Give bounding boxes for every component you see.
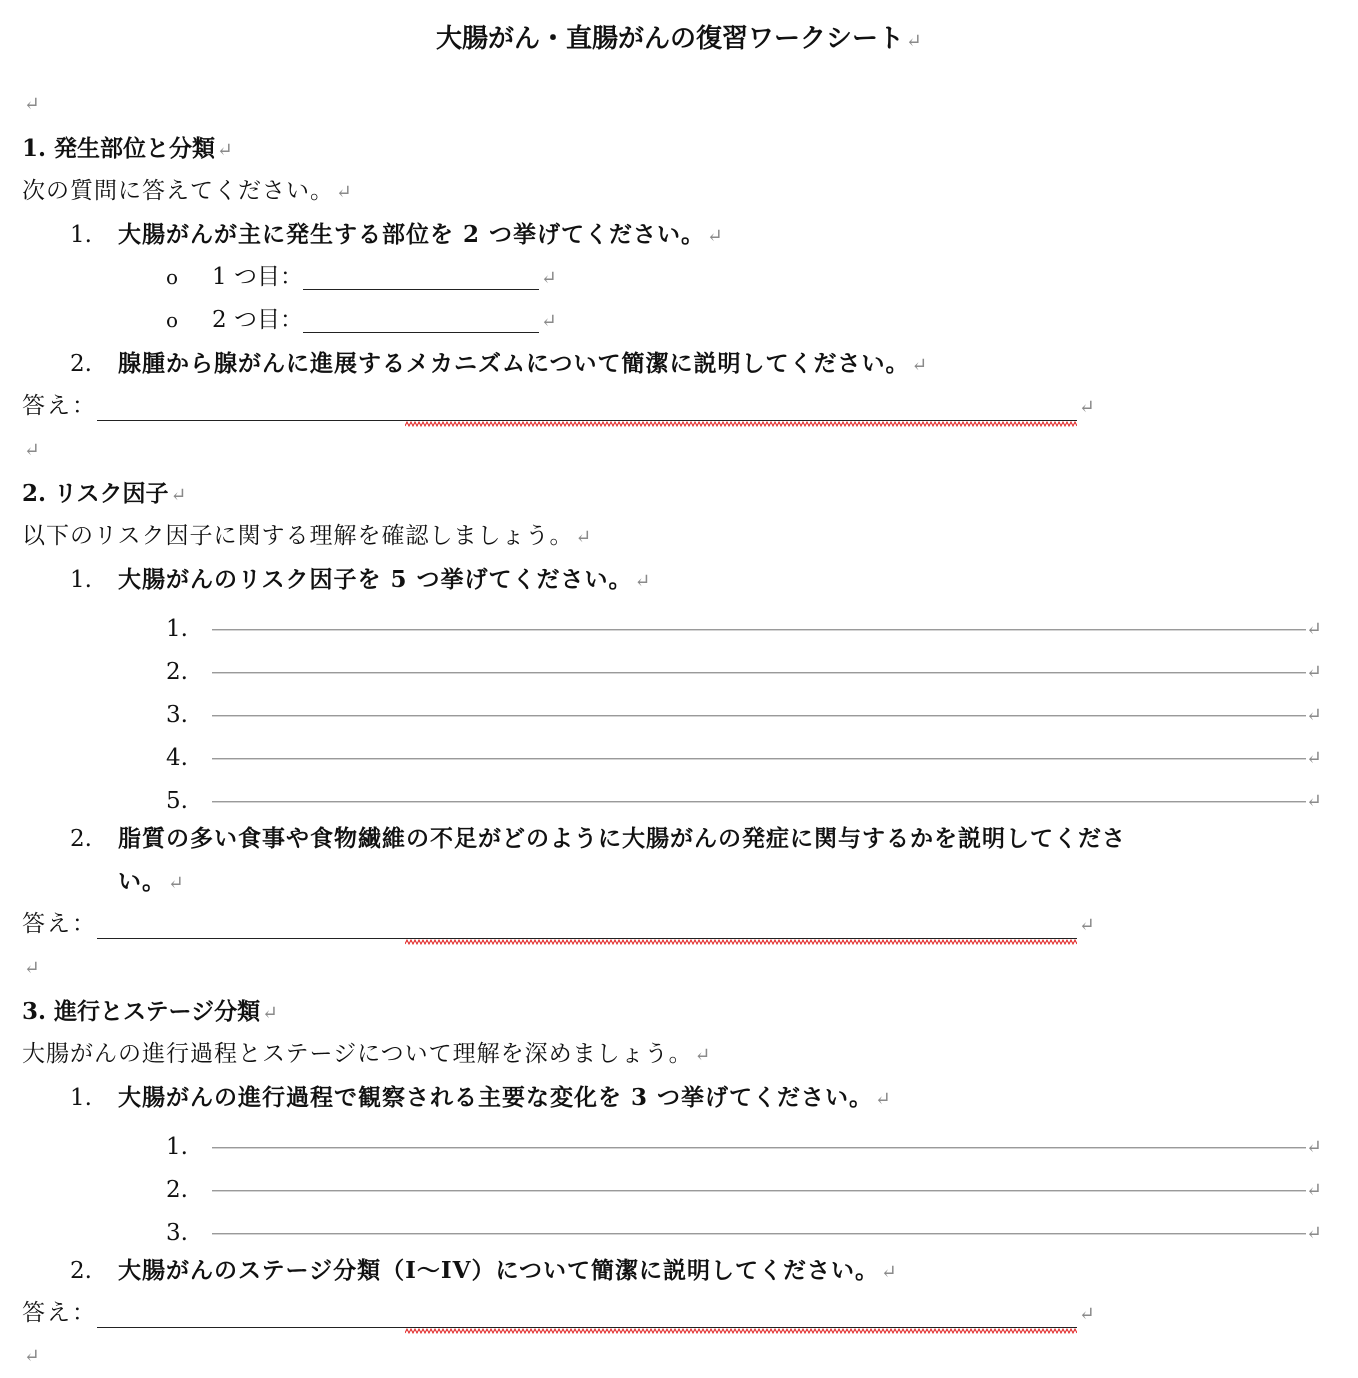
section-heading-3: 3. 進行とステージ分類 ↵: [22, 998, 279, 1025]
answer-blank[interactable]: [303, 261, 539, 290]
answer-rule[interactable]: [212, 672, 1306, 674]
return-mark-icon: ↵: [336, 181, 353, 203]
answer-rule[interactable]: [212, 1233, 1306, 1235]
list-number: 3.: [166, 702, 188, 728]
empty-paragraph: [22, 1334, 1358, 1377]
return-mark-icon: ↵: [880, 1261, 897, 1283]
list-number: 3.: [166, 1220, 188, 1246]
question-text: 脂質の多い食事や食物繊維の不足がどのように大腸がんの発症に関与するかを説明してくださ: [118, 825, 1126, 852]
bullet-icon: o: [166, 308, 179, 332]
answer-line-2: [22, 903, 1358, 946]
list-item: [166, 1169, 1322, 1212]
empty-paragraph: [22, 82, 1358, 125]
return-mark-icon: ↵: [1306, 1222, 1322, 1244]
question-text: 大腸がんのステージ分類（I〜IV）について簡潔に説明してください。: [118, 1257, 879, 1284]
answer-rule[interactable]: [212, 758, 1306, 760]
return-mark-icon: ↵: [24, 439, 40, 461]
answer-label: 答え：: [22, 911, 97, 937]
return-mark-icon: ↵: [1079, 914, 1097, 936]
answer-line-1: [22, 385, 1358, 428]
return-mark-icon: ↵: [911, 354, 928, 376]
list-item: [166, 651, 1322, 694]
return-mark-icon: ↵: [540, 267, 557, 289]
return-mark-icon: ↵: [1079, 1303, 1097, 1325]
answer-rule[interactable]: [212, 1147, 1306, 1149]
question-3-2: [70, 1249, 1358, 1292]
return-mark-icon: ↵: [168, 872, 185, 894]
list-number: 2.: [166, 659, 188, 685]
list-item: [166, 608, 1322, 651]
worksheet-title: [0, 18, 1358, 61]
list-number: 4.: [166, 745, 188, 771]
question-2-2-continued: [118, 860, 1358, 903]
answer-bullet-1: [166, 256, 1358, 299]
squiggle-path: [405, 940, 1077, 944]
return-mark-icon: ↵: [24, 1345, 40, 1367]
spellcheck-squiggle: [405, 939, 1077, 945]
bullet-icon: o: [166, 265, 179, 289]
return-mark-icon: ↵: [694, 1044, 712, 1066]
return-mark-icon: ↵: [1306, 790, 1322, 812]
list-number: 5.: [166, 788, 188, 814]
return-mark-icon: ↵: [262, 1002, 279, 1024]
question-number: 1.: [70, 567, 92, 593]
list-number: 1.: [166, 616, 188, 642]
section-intro-1: 次の質問に答えてください。 ↵: [22, 178, 353, 204]
return-mark-icon: ↵: [24, 957, 40, 979]
return-mark-icon: ↵: [906, 30, 922, 52]
return-mark-icon: ↵: [540, 310, 557, 332]
list-number: 2.: [166, 1177, 188, 1203]
answer-rule[interactable]: [212, 1190, 1306, 1192]
return-mark-icon: ↵: [170, 484, 187, 506]
list-item: [166, 1126, 1322, 1169]
answer-blank[interactable]: [97, 390, 1077, 421]
question-2-2: [70, 817, 1358, 860]
return-mark-icon: ↵: [1079, 396, 1097, 418]
return-mark-icon: ↵: [575, 526, 593, 548]
answer-label: 答え：: [22, 1300, 97, 1326]
list-item: [166, 737, 1322, 780]
section-intro-3: 大腸がんの進行過程とステージについて理解を深めましょう。 ↵: [22, 1041, 712, 1067]
answer-rule[interactable]: [212, 629, 1306, 631]
section-heading-1: 1. 発生部位と分類 ↵: [22, 135, 233, 162]
bullet-label: 2 つ目：: [212, 307, 303, 333]
return-mark-icon: ↵: [217, 139, 233, 161]
answer-blank[interactable]: [97, 908, 1077, 939]
answer-rule[interactable]: [212, 715, 1306, 717]
section-intro-2: 以下のリスク因子に関する理解を確認しましょう。 ↵: [22, 523, 593, 549]
return-mark-icon: ↵: [1306, 618, 1322, 640]
question-text: 腺腫から腺がんに進展するメカニズムについて簡潔に説明してください。: [118, 350, 910, 377]
question-2-1: [70, 558, 1358, 601]
return-mark-icon: ↵: [1306, 747, 1322, 769]
answer-blank[interactable]: [97, 1297, 1077, 1328]
spellcheck-squiggle: [405, 421, 1077, 427]
title-text: 大腸がん・直腸がんの復習ワークシート: [436, 24, 905, 54]
bullet-label: 1 つ目：: [212, 264, 303, 290]
list-item: [166, 694, 1322, 737]
question-number: 1.: [70, 222, 92, 248]
question-number: 1.: [70, 1085, 92, 1111]
answer-bullet-2: [166, 299, 1358, 342]
squiggle-path: [405, 1329, 1077, 1333]
answer-rule[interactable]: [212, 801, 1306, 803]
question-number: 2.: [70, 351, 92, 377]
question-text: 大腸がんのリスク因子を 5 つ挙げてください。: [118, 566, 633, 593]
question-1-2: [70, 342, 1358, 385]
return-mark-icon: ↵: [24, 93, 40, 115]
section-heading-2: 2. リスク因子 ↵: [22, 480, 187, 507]
answer-blank[interactable]: [303, 304, 539, 333]
question-text: い。: [118, 868, 166, 895]
squiggle-path: [405, 422, 1077, 426]
empty-paragraph: [22, 946, 1358, 989]
question-number: 2.: [70, 1258, 92, 1284]
return-mark-icon: ↵: [707, 225, 723, 247]
question-number: 2.: [70, 826, 92, 852]
question-text: 大腸がんの進行過程で観察される主要な変化を 3 つ挙げてください。: [118, 1084, 874, 1111]
question-3-1: [70, 1076, 1358, 1119]
return-mark-icon: ↵: [634, 570, 651, 592]
return-mark-icon: ↵: [1306, 1136, 1322, 1158]
return-mark-icon: ↵: [1306, 704, 1322, 726]
empty-paragraph: [22, 428, 1358, 471]
return-mark-icon: ↵: [1306, 661, 1322, 683]
question-text: 大腸がんが主に発生する部位を 2 つ挙げてください。: [118, 221, 706, 248]
answer-label: 答え：: [22, 393, 97, 419]
return-mark-icon: ↵: [1306, 1179, 1322, 1201]
list-number: 1.: [166, 1134, 188, 1160]
answer-line-3: [22, 1292, 1358, 1335]
question-1-1: [70, 213, 1358, 256]
return-mark-icon: ↵: [875, 1088, 891, 1110]
